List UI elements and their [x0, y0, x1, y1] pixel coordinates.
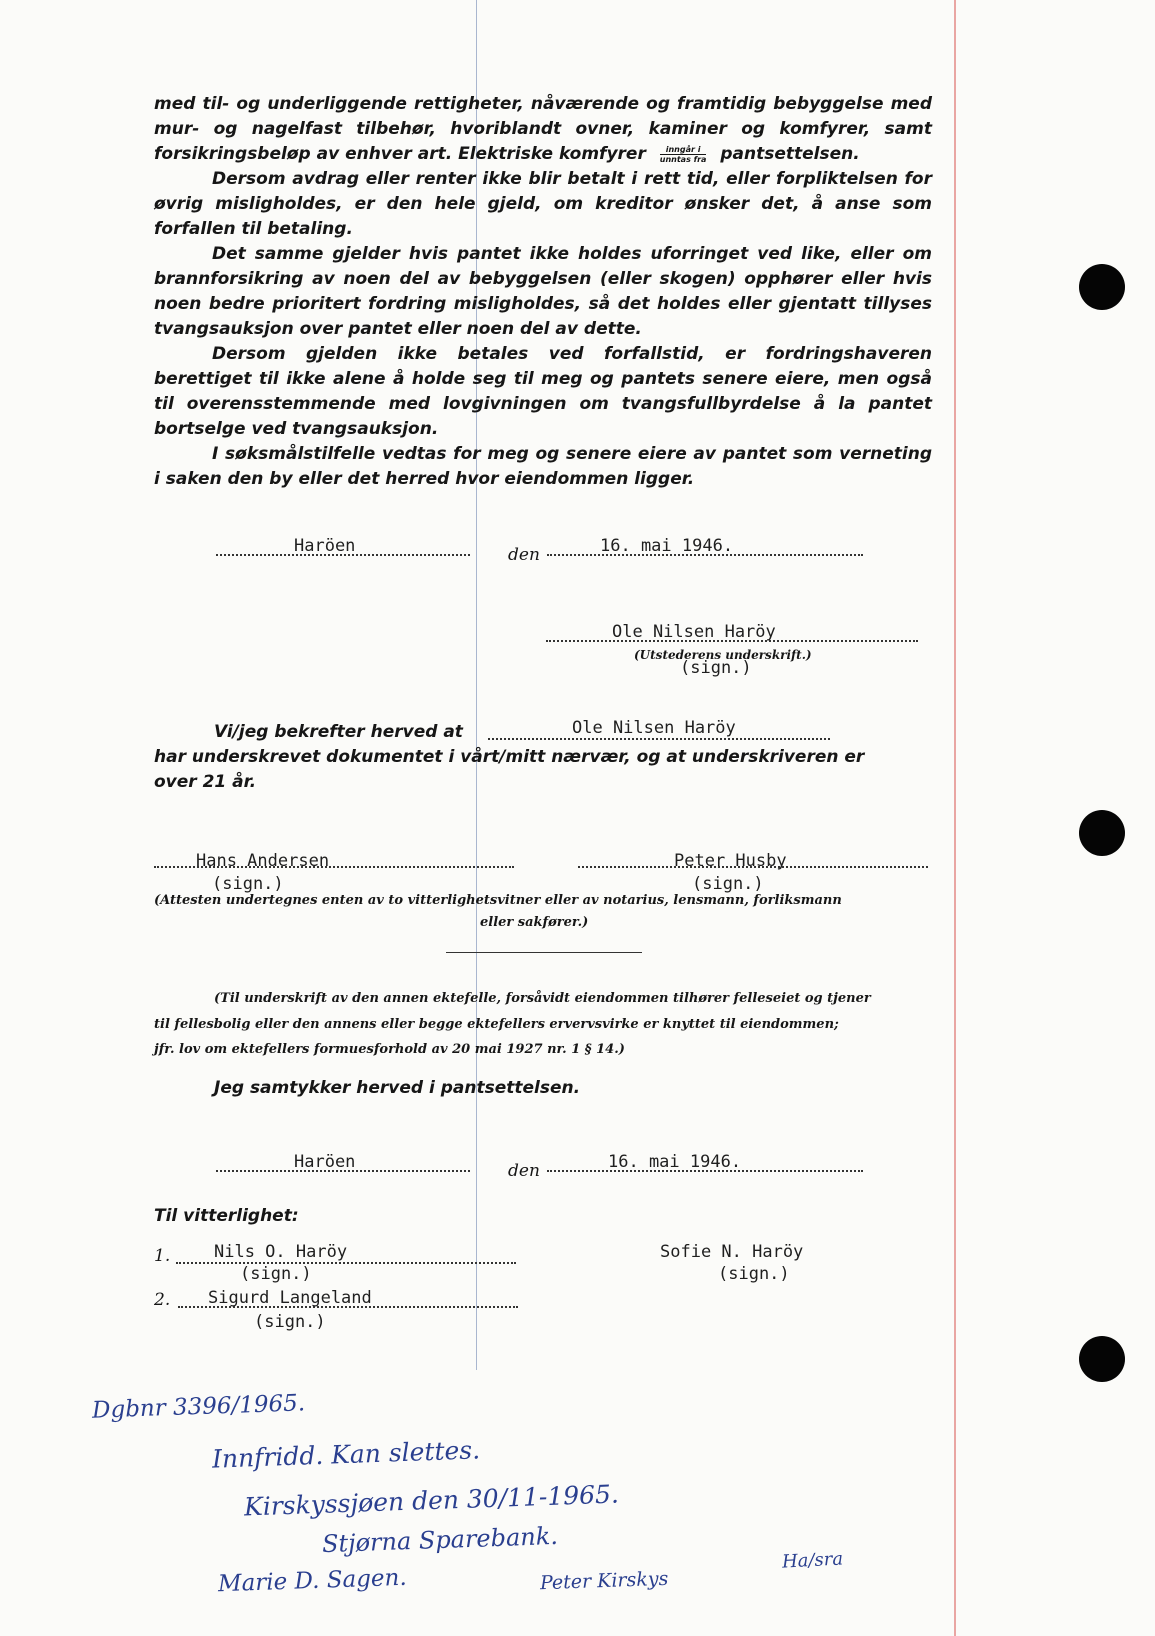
terms-p1-start: med til- og underliggende rettigheter, nåværende og framtidig bebyggelse med mur- og nagelfast tilbehør, hvoriblandt ovner, kaminer og komfyrer, samt forsikringsbeløp av enhver art. Elektriske komfyrer [154, 94, 932, 164]
handwritten-signature-2: Peter Kirskys [539, 1567, 669, 1595]
terms-paragraph-1 [154, 92, 932, 167]
issue-date: 16. mai 1946. [600, 536, 734, 556]
attest-note-line-2: eller sakfører.) [480, 915, 589, 930]
spouse-place: Haröen [294, 1152, 356, 1172]
witness-1-signature: Hans Andersen [196, 851, 330, 871]
issuer-caption: (Utstederens underskrift.) [634, 648, 812, 662]
issuer-signature: Ole Nilsen Haröy [612, 622, 776, 642]
red-margin-line [954, 0, 956, 1636]
spouse-note-line-3: jfr. lov om ektefellers formuesforhold av 20 mai 1927 nr. 1 § 14.) [154, 1042, 625, 1057]
terms-paragraph-2: Dersom avdrag eller renter ikke blir betalt i rett tid, eller forpliktelsen for øvrig misligholdes, er den hele gjeld, om kreditor ønsker det, å anse som forfallen til betaling. [154, 169, 932, 239]
terms-text [154, 92, 932, 492]
spouse-consent: Jeg samtykker herved i pantsettelsen. [214, 1078, 581, 1098]
punch-hole-icon [1079, 810, 1125, 856]
fraction-bottom: unntas fra [659, 154, 707, 164]
witness-label: Til vitterlighet: [154, 1206, 299, 1226]
witness-number-2: 2. [154, 1290, 171, 1310]
spouse-den-label: den [508, 1161, 540, 1181]
handwritten-signature-1: Marie D. Sagen. [217, 1564, 408, 1598]
terms-paragraph-4: Dersom gjelden ikke betales ved forfallstid, er fordringshaveren berettiget til ikke alene å holde seg til meg og pantets senere eiere, men også til overensstemmende med lovgivningen om tvangsfullbyrdelse å la pantet bortselge ved tvangsauksjon. [154, 344, 932, 439]
punch-hole-icon [1079, 264, 1125, 310]
spouse-note-line-1: (Til underskrift av den annen ektefelle, forsåvidt eiendommen tilhører felleseiet og tjener [214, 991, 871, 1006]
witness-3-sign-mark: (sign.) [240, 1264, 312, 1284]
section-divider [446, 952, 642, 953]
handwritten-discharge-note: Innfridd. Kan slettes. [211, 1435, 481, 1474]
attest-intro: Vi/jeg bekrefter herved at [214, 722, 463, 742]
dotted-line [488, 738, 830, 740]
spouse-note-line-2: til fellesbolig eller den annens eller begge ektefellers ervervsvirke er knyttet til eiendommen; [154, 1017, 839, 1032]
handwritten-case-number: Dgbnr 3396/1965. [91, 1390, 306, 1424]
witness-2-signature: Peter Husby [674, 851, 787, 871]
dotted-line [176, 1262, 516, 1264]
witness-4-signature: Sigurd Langeland [208, 1288, 372, 1308]
spouse-sign-mark: (sign.) [718, 1264, 790, 1284]
terms-p1-end: pantsettelsen. [720, 144, 860, 164]
punch-hole-icon [1079, 1336, 1125, 1382]
spouse-signature: Sofie N. Haröy [660, 1242, 804, 1262]
issue-den-label: den [508, 545, 540, 565]
fraction-top: inngår i [660, 145, 707, 155]
witness-1-sign-mark: (sign.) [212, 874, 284, 894]
fraction-choice [660, 145, 707, 164]
witness-2-sign-mark: (sign.) [692, 874, 764, 894]
attest-text: har underskrevet dokumentet i vårt/mitt nærvær, og at underskriveren er [154, 747, 865, 767]
terms-paragraph-5: I søksmålstilfelle vedtas for meg og senere eiere av pantet som verneting i saken den by eller det herred hvor eiendommen ligger. [154, 444, 932, 489]
attest-age: over 21 år. [154, 772, 257, 792]
handwritten-place-date: Kirskyssjøen den 30/11-1965. [243, 1479, 620, 1522]
issuer-sign-mark: (sign.) [680, 658, 752, 678]
handwritten-bank: Stjørna Sparebank. [321, 1521, 559, 1559]
issue-place: Haröen [294, 536, 356, 556]
attest-name: Ole Nilsen Haröy [572, 718, 736, 738]
attest-note-line-1: (Attesten undertegnes enten av to vitterlighetsvitner eller av notarius, lensmann, forliksmann [154, 893, 842, 908]
witness-number-1: 1. [154, 1246, 171, 1266]
witness-3-signature: Nils O. Haröy [214, 1242, 348, 1262]
witness-4-sign-mark: (sign.) [254, 1312, 326, 1332]
terms-paragraph-3: Det samme gjelder hvis pantet ikke holdes uforringet ved like, eller om brannforsikring av noen del av bebyggelsen (eller skogen) opphører eller hvis noen bedre prioritert fordring misligholdes, så det holdes eller gjentatt tillyses tvangsauksjon over pantet eller noen del av dette. [154, 244, 932, 339]
spouse-date: 16. mai 1946. [608, 1152, 742, 1172]
handwritten-initials: Ha/sra [781, 1548, 844, 1573]
